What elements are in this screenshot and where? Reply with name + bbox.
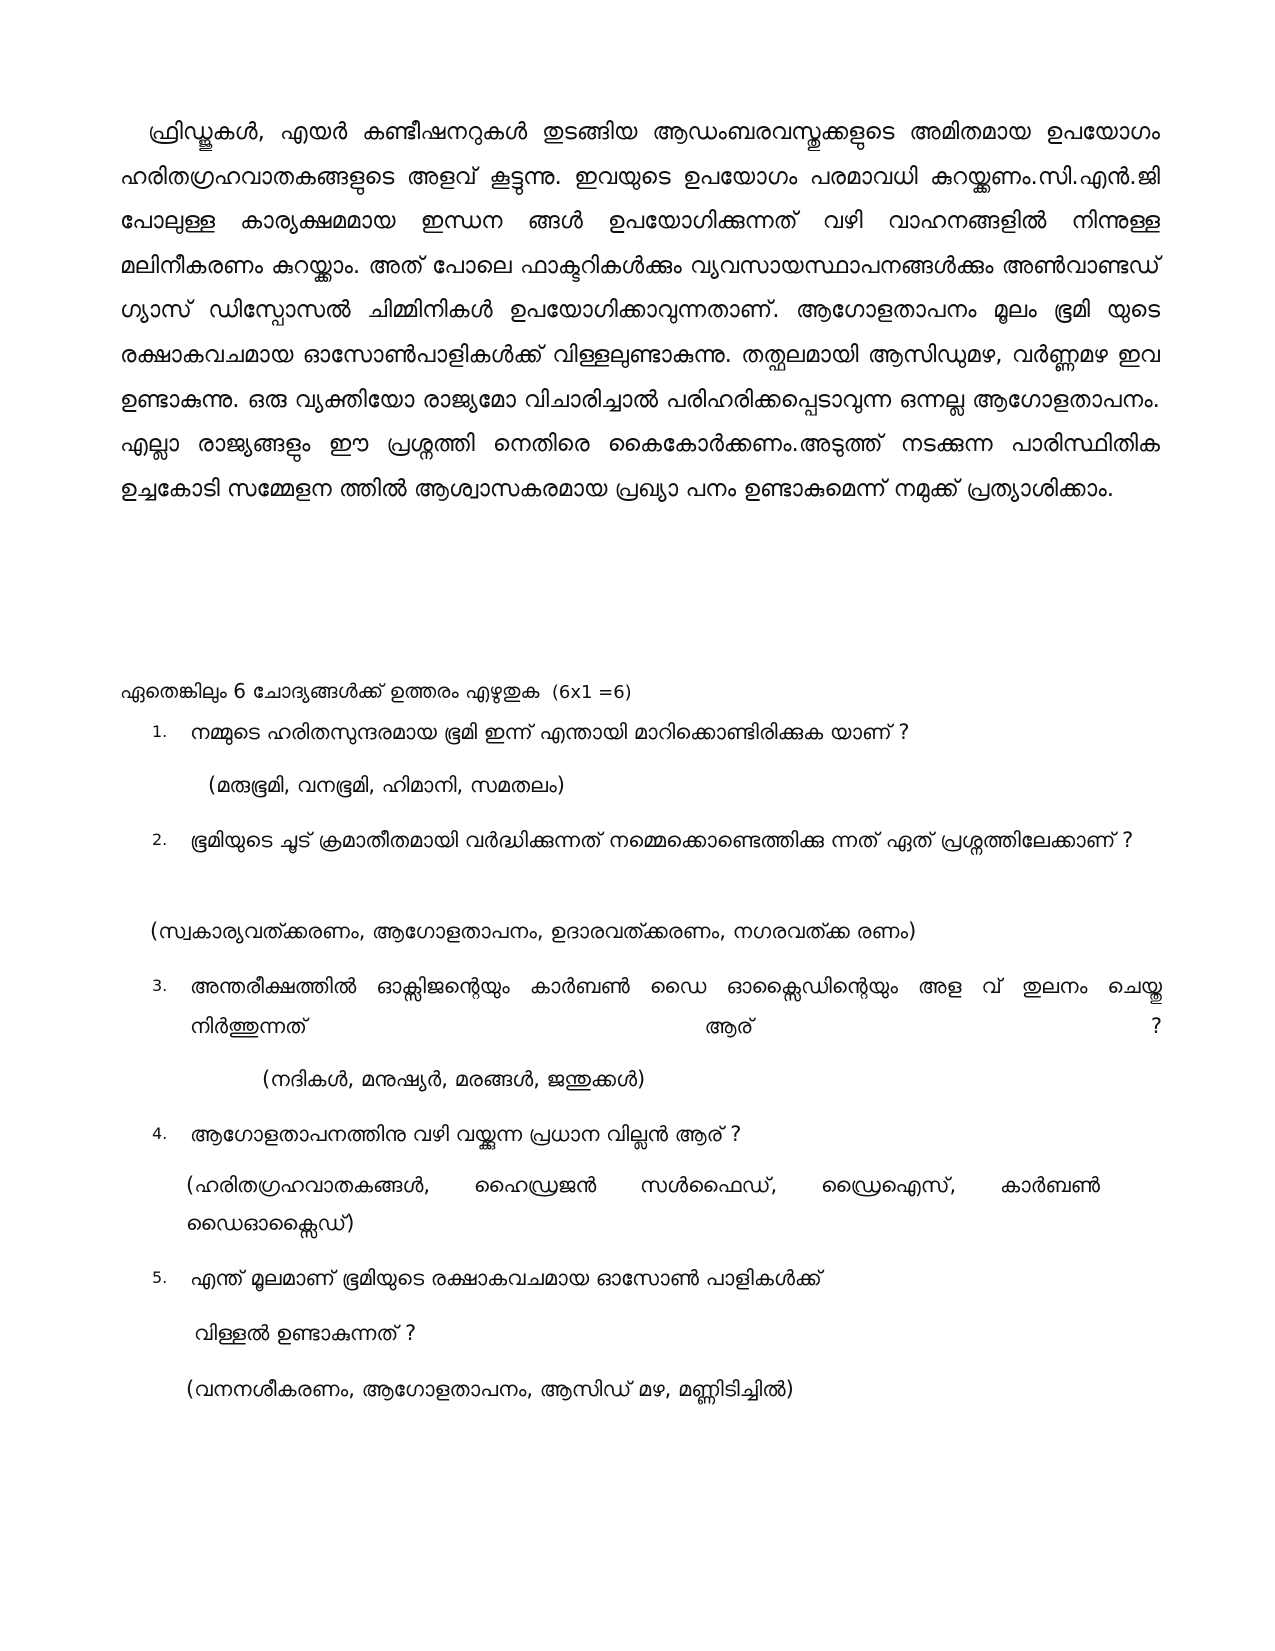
question-3 [152, 966, 1162, 1046]
question-1 [152, 712, 1162, 752]
question-2 [152, 820, 1162, 860]
question-text: അന്തരീക്ഷത്തിൽ ഓക്സിജന്റെയും കാർബൺ ഡൈ ഓക്സൈഡിന്റെയും അള വ് തുലനം ചെയ്തു നിർത്തുന്നത് ആര് ? [190, 974, 1162, 1038]
instruction-line [120, 676, 1160, 708]
question-text: ആഗോളതാപനത്തിനു വഴി വയ്ക്കുന്ന പ്രധാന വില്ലൻ ആര് ? [190, 1122, 742, 1146]
question-2-options: (സ്വകാര്യവത്ക്കരണം, ആഗോളതാപനം, ഉദാരവത്ക്കരണം, നഗരവത്ക്ക രണം) [150, 919, 917, 943]
question-text: നമ്മുടെ ഹരിതസുന്ദരമായ ഭൂമി ഇന്ന് എന്തായി മാറിക്കൊണ്ടിരിക്കുക യാണ് ? [190, 720, 910, 744]
question-number: 2. [152, 830, 168, 849]
question-5 [152, 1258, 1162, 1298]
reading-passage: ഫ്രിഡ്ജുകൾ, എയർ കണ്ടീഷനറുകൾ തുടങ്ങിയ ആഡംബരവസ്തുക്കളുടെ അമിതമായ ഉപയോഗം ഹരിതഗ്രഹവാതകങ്ങളുടെ അളവ് കൂട്ടുന്നു. ഇവയുടെ ഉപയോഗം പരമാവധി കുറയ്ക്കണം.സി.എൻ.ജി പോലുള്ള കാര്യക്ഷമമായ ഇന്ധന ങ്ങൾ ഉപയോഗിക്കുന്നത് വഴി വാഹനങ്ങളിൽ നിന്നുള്ള മലിനീകരണം കുറയ്ക്കാം. അത് പോലെ ഫാക്ടറികൾക്കും വ്യവസായസ്ഥാപനങ്ങൾക്കും അൺവാണ്ടഡ് ഗ്യാസ് ഡിസ്പോസൽ ചിമ്മിനികൾ ഉപയോഗിക്കാവുന്നതാണ്. ആഗോളതാപനം മൂലം ഭൂമി യുടെ രക്ഷാകവചമായ ഓസോൺപാളികൾക്ക് വിള്ളലുണ്ടാകുന്നു. തത്ഫലമായി ആസിഡുമഴ, വർണ്ണമഴ ഇവ ഉണ്ടാകുന്നു. ഒരു വ്യക്തിയോ രാജ്യമോ വിചാരിച്ചാൽ പരിഹരിക്കപ്പെടാവുന്ന ഒന്നല്ല ആഗോളതാപനം. എല്ലാ രാജ്യങ്ങളും ഈ പ്രശ്നത്തി നെതിരെ കൈകോർക്കണം.അടുത്ത് നടക്കുന്ന പാരിസ്ഥിതിക ഉച്ചകോടി സമ്മേളന ത്തിൽ ആശ്വാസകരമായ പ്രഖ്യാ പനം ഉണ്ടാകുമെന്ന് നമുക്ക് പ്രത്യാശിക്കാം. [120, 119, 1160, 502]
question-number: 4. [152, 1124, 168, 1143]
question-number: 5. [152, 1268, 168, 1287]
question-text: ഭൂമിയുടെ ചൂട് ക്രമാതീതമായി വർദ്ധിക്കുന്നത് നമ്മെക്കൊണ്ടെത്തിക്കു ന്നത് ഏത് പ്രശ്നത്തിലേക്കാണ് ? [190, 828, 1134, 852]
question-4 [152, 1114, 1162, 1154]
question-3-options: (നദികൾ, മനുഷ്യർ, മരങ്ങൾ, ജന്തുക്കൾ) [262, 1067, 646, 1091]
question-number: 1. [152, 722, 168, 741]
question-4-options: (ഹരിതഗ്രഹവാതകങ്ങൾ, ഹൈഡ്രജൻ സൾഫൈഡ്, ഡ്രൈഐസ്, കാർബൺ ഡൈഓക്സൈഡ്) [186, 1173, 1100, 1235]
question-5-options: (വനനശീകരണം, ആഗോളതാപനം, ആസിഡ് മഴ, മണ്ണിടിച്ചിൽ) [186, 1377, 794, 1401]
question-5-text-continued: വിള്ളൽ ഉണ്ടാകുന്നത് ? [194, 1321, 417, 1345]
instruction-text: ഏതെങ്കിലും 6 ചോദ്യങ്ങൾക്ക് ഉത്തരം എഴുതുക [120, 679, 540, 703]
question-text: എന്ത് മൂലമാണ് ഭൂമിയുടെ രക്ഷാകവചമായ ഓസോൺ പാളികൾക്ക് [190, 1266, 822, 1290]
marks-label: (6x1 =6) [551, 682, 632, 703]
question-1-options: (മരുഭൂമി, വനഭൂമി, ഹിമാനി, സമതലം) [208, 773, 565, 797]
question-number: 3. [152, 976, 168, 995]
